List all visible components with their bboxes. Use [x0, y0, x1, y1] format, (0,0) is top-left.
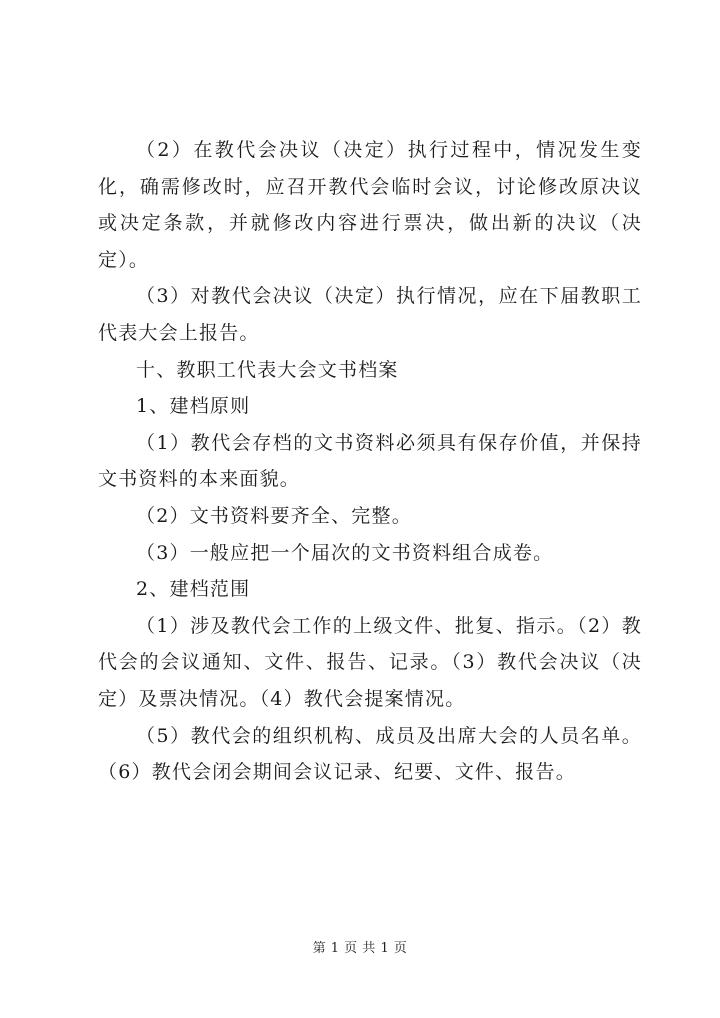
- paragraph-scope-items-1-4: （1）涉及教代会工作的上级文件、批复、指示。（2）教代会的会议通知、文件、报告、记录。（3）教代会决议（决定）及票决情况。（4）教代会提案情况。: [98, 614, 642, 710]
- page-footer: 第 1 页 共 1 页: [312, 941, 408, 956]
- subheading-archive-principles: 1、建档原则: [136, 395, 251, 418]
- paragraph-principle-3: （3）一般应把一个届次的文书资料组合成卷。: [136, 541, 554, 564]
- section-heading-archives: 十、教职工代表大会文书档案: [136, 358, 399, 381]
- document-body: [98, 132, 642, 791]
- paragraph-principle-2: （2）文书资料要齐全、完整。: [136, 504, 412, 527]
- subheading-archive-scope: 2、建档范围: [136, 578, 251, 601]
- paragraph-scope-items-5-6: （5）教代会的组织机构、成员及出席大会的人员名单。（6）教代会闭会期间会议记录、纪要、文件、报告。: [98, 724, 642, 784]
- paragraph-principle-1: （1）教代会存档的文书资料必须具有保存价值，并保持文书资料的本来面貌。: [98, 431, 642, 491]
- paragraph-resolution-amendment: （2）在教代会决议（决定）执行过程中，情况发生变化，确需修改时，应召开教代会临时会议，讨论修改原决议或决定条款，并就修改内容进行票决，做出新的决议（决定）。: [98, 139, 642, 271]
- paragraph-resolution-report: （3）对教代会决议（决定）执行情况，应在下届教职工代表大会上报告。: [98, 285, 642, 344]
